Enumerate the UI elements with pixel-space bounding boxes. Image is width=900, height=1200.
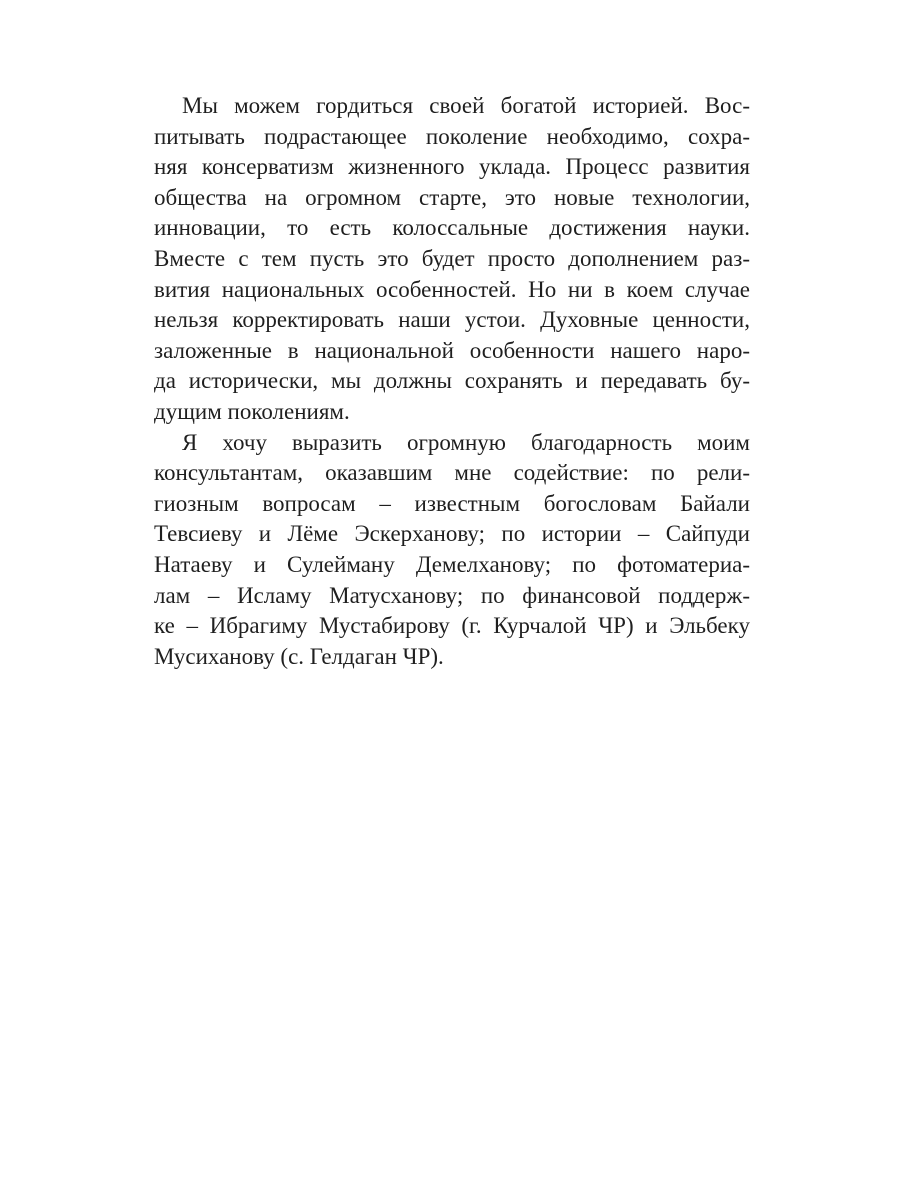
text-line: инновации, то есть колоссальные достижения науки.	[154, 215, 750, 241]
paragraph-acknowledgements	[154, 428, 750, 673]
text-line: нельзя корректировать наши устои. Духовные ценности,	[154, 307, 750, 333]
text-line: Мусиханову (с. Гелдаган ЧР).	[154, 643, 444, 669]
text-line: няя консерватизм жизненного уклада. Процесс развития	[154, 154, 750, 180]
text-line: общества на огромном старте, это новые технологии,	[154, 184, 750, 210]
text-line: вития национальных особенностей. Но ни в коем случае	[154, 276, 750, 302]
text-line: да исторически, мы должны сохранять и передавать бу-	[154, 368, 750, 394]
text-line: Мы можем гордиться своей богатой историей. Вос-	[182, 93, 750, 118]
text-line: Тевсиеву и Лёме Эскерханову; по истории – Сайпуди	[154, 521, 750, 547]
text-line: консультантам, оказавшим мне содействие: по рели-	[154, 460, 750, 486]
text-line: гиозным вопросам – известным богословам Байали	[154, 490, 750, 516]
text-line: ке – Ибрагиму Мустабирову (г. Курчалой ЧР) и Эльбеку	[154, 613, 750, 639]
text-line: Натаеву и Сулейману Демелханову; по фотоматериа-	[154, 551, 750, 577]
text-line: питывать подрастающее поколение необходимо, сохра-	[154, 123, 750, 149]
text-line: Вместе с тем пусть это будет просто дополнением раз-	[154, 245, 750, 271]
paragraph-history	[154, 91, 750, 428]
body-text	[154, 91, 750, 672]
text-line: Я хочу выразить огромную благодарность моим	[182, 429, 750, 455]
text-line: заложенные в национальной особенности нашего наро-	[154, 337, 750, 363]
text-line: дущим поколениям.	[154, 398, 350, 424]
text-line: лам – Исламу Матусханову; по финансовой поддерж-	[154, 582, 750, 608]
